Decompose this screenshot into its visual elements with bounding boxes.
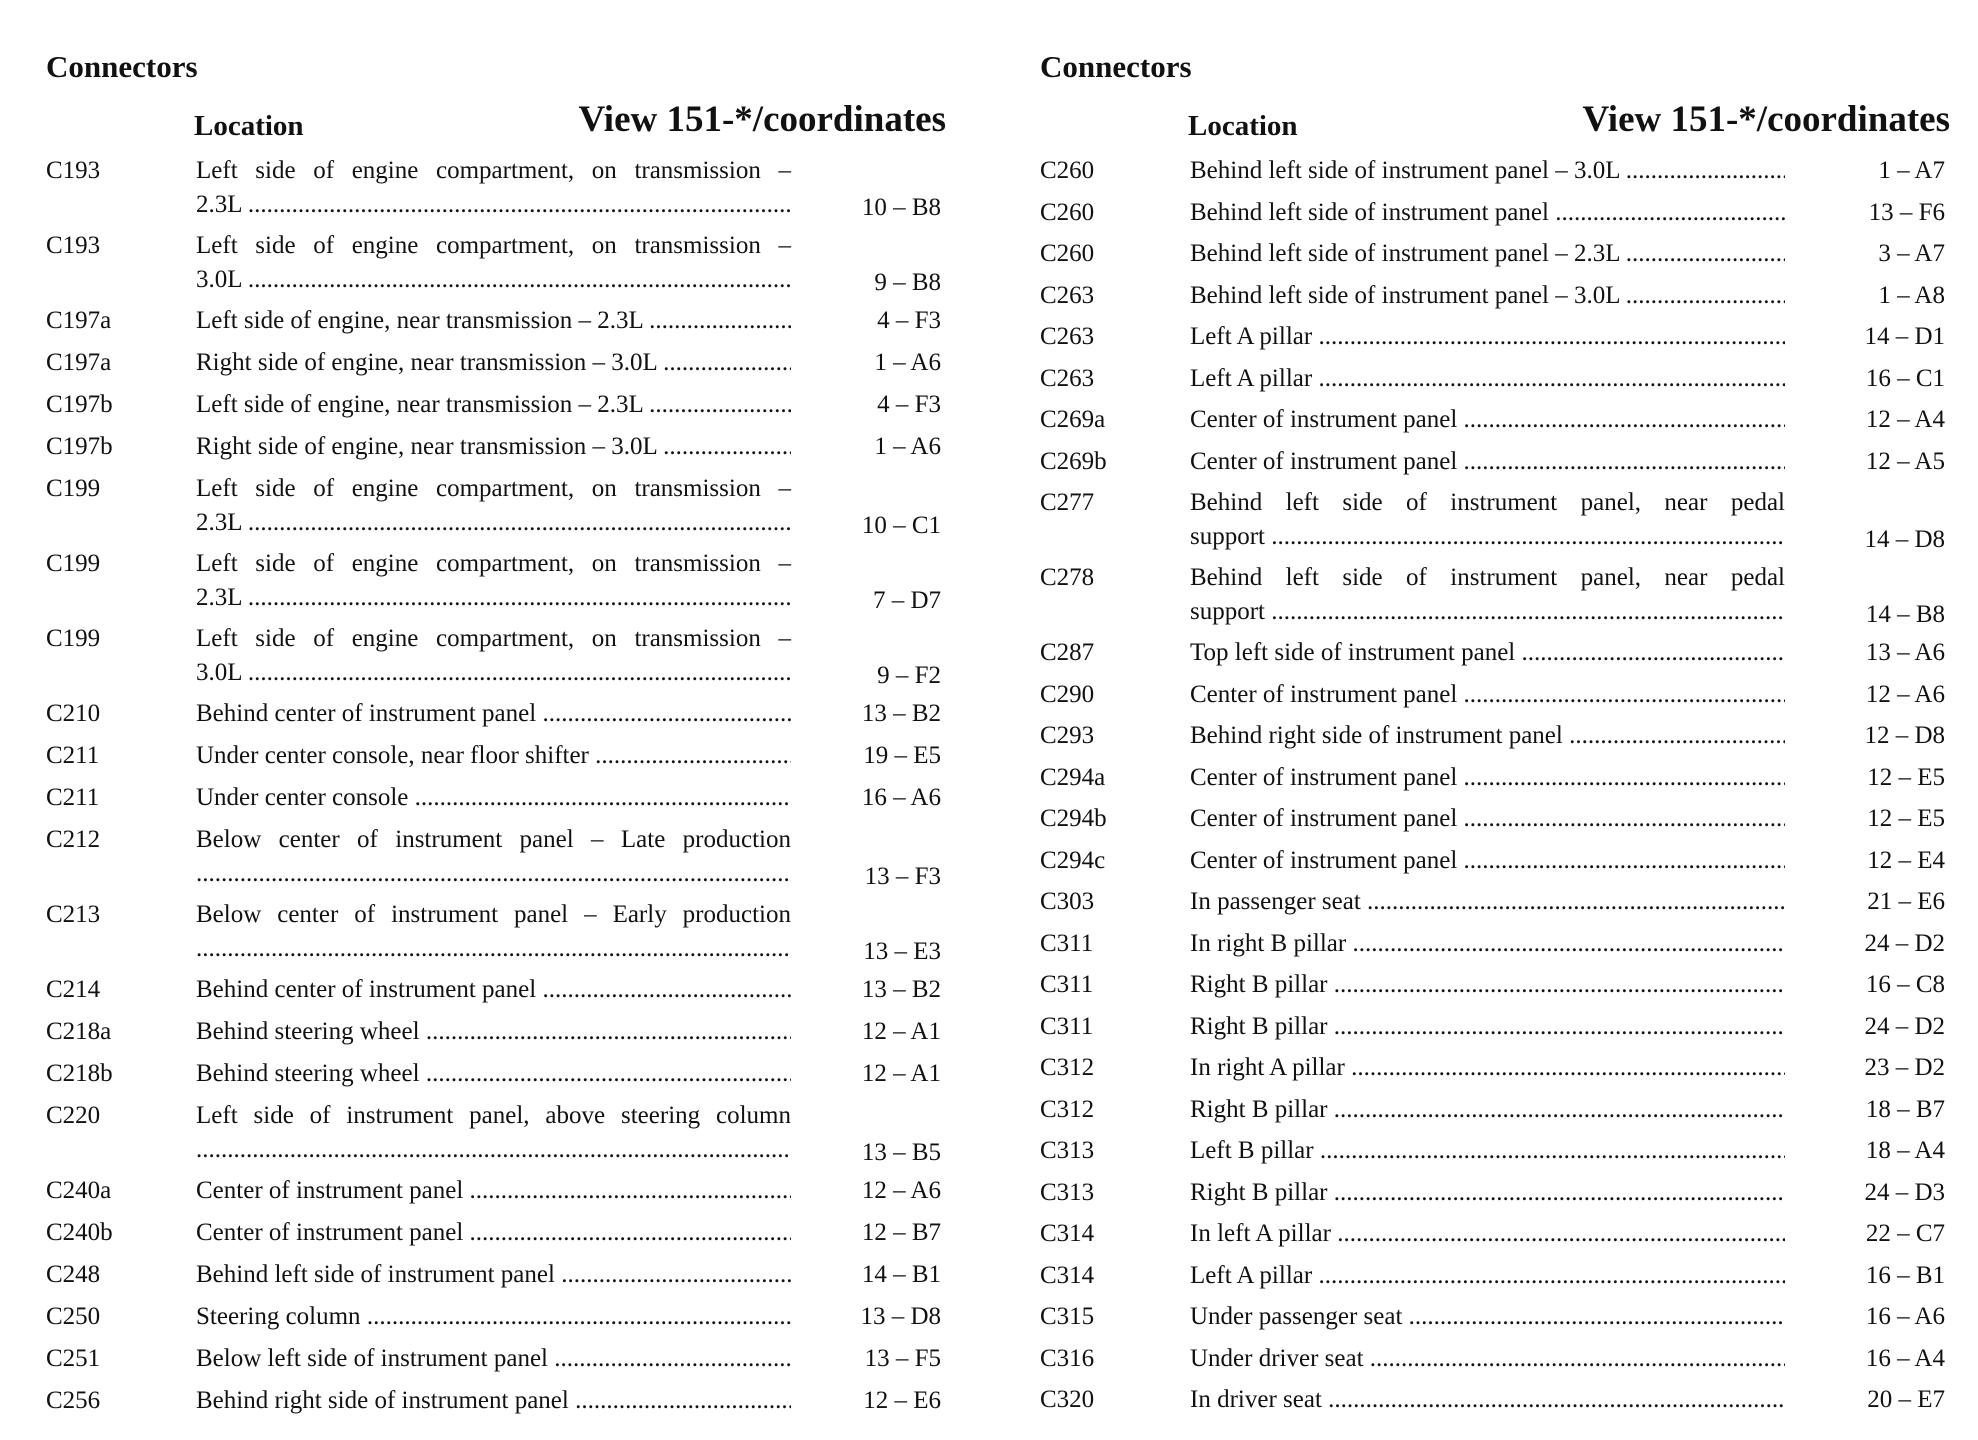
connector-code: C278 [1040, 564, 1095, 591]
connector-code: C197a [46, 349, 112, 376]
table-row [46, 781, 946, 823]
connector-code: C199 [46, 475, 101, 502]
table-row [1040, 885, 1950, 927]
connector-location [196, 1258, 791, 1292]
table-row [1040, 719, 1950, 761]
table-row [46, 1384, 946, 1426]
connector-code: C256 [46, 1387, 101, 1414]
view-coordinate: 7 – D7 [872, 587, 941, 614]
table-row [46, 547, 946, 622]
connector-code: C312 [1040, 1095, 1095, 1123]
table-row [46, 1099, 946, 1174]
location-text: Behind left side of instrument panel – 3.0L ..... [1190, 279, 1785, 313]
view-coordinate: 12 – A5 [1865, 447, 1945, 475]
view-coordinate: 1 – A8 [1878, 281, 1945, 309]
table-row [46, 622, 946, 697]
location-text: Left B pillar ..... [1190, 1134, 1785, 1168]
location-text: 3.0L ..... [196, 656, 791, 690]
table-row [1040, 561, 1950, 636]
view-coordinate: 9 – B8 [874, 269, 941, 296]
table-row [1040, 237, 1950, 279]
view-coordinate: 12 – E6 [863, 1387, 941, 1414]
connector-code: C240b [46, 1219, 113, 1246]
view-coordinate: 16 – A6 [861, 784, 941, 811]
location-text: Behind center of instrument panel ..... [196, 973, 791, 1007]
table-row [1040, 802, 1950, 844]
header-location: Location [194, 110, 304, 142]
table-row [1040, 486, 1950, 561]
connector-location [1190, 362, 1785, 396]
location-text: Center of instrument panel ..... [1190, 678, 1785, 712]
location-text [196, 857, 791, 891]
table-row [1040, 927, 1950, 969]
table-row [46, 1216, 946, 1258]
location-text: Center of instrument panel ..... [1190, 802, 1785, 836]
connector-code: C197b [46, 391, 113, 418]
section-title: Connectors [1040, 49, 1192, 84]
table-row [46, 898, 946, 973]
table-row [1040, 1134, 1950, 1176]
connector-code: C260 [1040, 240, 1095, 267]
location-text: In left A pillar ..... [1190, 1217, 1785, 1251]
table-row [46, 1015, 946, 1057]
location-text [196, 1133, 791, 1167]
connector-location [196, 1342, 791, 1376]
connector-code: C294b [1040, 805, 1107, 832]
location-text: Under driver seat ..... [1190, 1342, 1785, 1376]
connector-location [196, 1099, 791, 1167]
connector-location [196, 1174, 791, 1208]
table-row [1040, 1217, 1950, 1259]
location-text: Left side of engine, near transmission – 2.3L ..... [196, 304, 791, 338]
connector-list [1040, 154, 1950, 1425]
connector-code: C311 [1040, 1012, 1094, 1040]
view-coordinate: 12 – A6 [861, 1177, 941, 1204]
connector-code: C294a [1040, 763, 1106, 791]
location-text: In right B pillar ..... [1190, 927, 1785, 961]
location-text: Top left side of instrument panel ..... [1190, 636, 1785, 670]
table-row [1040, 196, 1950, 238]
view-coordinate: 13 – F3 [864, 863, 941, 890]
view-coordinate: 13 – B2 [861, 976, 941, 1003]
table-row [46, 697, 946, 739]
connector-location [1190, 320, 1785, 354]
table-row [1040, 320, 1950, 362]
connector-code: C193 [46, 232, 101, 259]
location-text: Behind left side of instrument panel – 2.3L ..... [1190, 237, 1785, 271]
view-coordinate: 12 – A1 [861, 1060, 941, 1087]
table-row [1040, 1093, 1950, 1135]
connector-location [1190, 802, 1785, 836]
connector-code: C287 [1040, 639, 1095, 666]
view-coordinate: 13 – F5 [864, 1345, 941, 1372]
connector-location [196, 547, 791, 615]
connector-code: C218a [46, 1018, 112, 1045]
location-text: Right B pillar ..... [1190, 1093, 1785, 1127]
table-row [1040, 844, 1950, 886]
view-coordinate: 1 – A7 [1878, 157, 1945, 184]
view-coordinate: 16 – B1 [1865, 1261, 1945, 1289]
connector-location [196, 697, 791, 731]
view-coordinate: 1 – A6 [874, 349, 941, 376]
location-text: Center of instrument panel ..... [196, 1216, 791, 1250]
view-coordinate: 12 – D8 [1864, 722, 1945, 749]
location-line-1: Below center of instrument panel – Early production [196, 901, 791, 928]
table-row [46, 472, 946, 547]
connector-code: C314 [1040, 1220, 1095, 1247]
view-coordinate: 13 – D8 [860, 1303, 941, 1330]
table-header [46, 90, 946, 150]
view-coordinate: 9 – F2 [877, 662, 941, 689]
connector-location [196, 154, 791, 222]
location-text: Left A pillar ..... [1190, 320, 1785, 354]
view-coordinate: 23 – D2 [1864, 1054, 1945, 1081]
connector-location [196, 472, 791, 540]
connector-code: C263 [1040, 281, 1095, 309]
connector-location [196, 823, 791, 891]
connector-location [1190, 1093, 1785, 1127]
connector-location [196, 1216, 791, 1250]
view-coordinate: 14 – D8 [1864, 526, 1945, 553]
location-text: 2.3L ..... [196, 581, 791, 615]
connector-code: C277 [1040, 489, 1095, 516]
connector-location [1190, 1342, 1785, 1376]
connector-code: C199 [46, 550, 101, 577]
header-location: Location [1188, 110, 1298, 142]
connector-code: C213 [46, 901, 101, 928]
view-coordinate: 18 – B7 [1865, 1095, 1945, 1123]
table-row [46, 346, 946, 388]
connector-code: C320 [1040, 1386, 1095, 1413]
connector-code: C316 [1040, 1344, 1095, 1372]
location-line-1: Left side of engine compartment, on transmission – [196, 232, 791, 259]
connector-location [1190, 1259, 1785, 1293]
table-row [46, 1342, 946, 1384]
connector-code: C220 [46, 1102, 101, 1129]
table-row [1040, 761, 1950, 803]
connector-code: C248 [46, 1261, 101, 1288]
connector-code: C199 [46, 625, 101, 652]
location-text: Behind left side of instrument panel – 3.0L ..... [1190, 154, 1785, 188]
connector-code: C311 [1040, 929, 1094, 957]
connector-code: C294c [1040, 846, 1106, 874]
location-line-1: Left side of engine compartment, on transmission – [196, 157, 791, 184]
location-line-1: Left side of engine compartment, on transmission – [196, 625, 791, 652]
table-row [46, 1174, 946, 1216]
connector-code: C210 [46, 700, 101, 727]
view-coordinate: 20 – E7 [1867, 1386, 1945, 1413]
location-text: Right side of engine, near transmission – 3.0L ..... [196, 346, 791, 380]
table-row [1040, 154, 1950, 196]
view-coordinate: 12 – E5 [1867, 805, 1945, 832]
location-text: Behind right side of instrument panel ..... [1190, 719, 1785, 753]
view-coordinate: 16 – A6 [1865, 1303, 1945, 1330]
connector-location [1190, 844, 1785, 878]
table-row [1040, 1342, 1950, 1384]
connector-code: C303 [1040, 888, 1095, 915]
connector-location [1190, 719, 1785, 753]
connector-location [1190, 927, 1785, 961]
table-row [46, 229, 946, 304]
location-text: Behind left side of instrument panel ..... [1190, 196, 1785, 230]
connector-code: C212 [46, 826, 101, 853]
view-coordinate: 13 – A6 [1865, 639, 1945, 666]
location-text: Under passenger seat ..... [1190, 1300, 1785, 1334]
connector-location [196, 229, 791, 297]
view-coordinate: 12 – E4 [1867, 846, 1945, 874]
table-row [1040, 968, 1950, 1010]
table-row [46, 388, 946, 430]
view-coordinate: 10 – C1 [861, 512, 941, 539]
view-coordinate: 24 – D2 [1864, 929, 1945, 957]
view-coordinate: 3 – A7 [1878, 240, 1945, 267]
view-coordinate: 10 – B8 [861, 194, 941, 221]
connector-location [1190, 237, 1785, 271]
connector-location [1190, 561, 1785, 629]
connector-location [1190, 445, 1785, 479]
table-row [1040, 362, 1950, 404]
table-row [46, 1057, 946, 1099]
connector-code: C313 [1040, 1137, 1095, 1164]
location-line-1: Behind left side of instrument panel, near pedal [1190, 489, 1785, 516]
table-row [1040, 1259, 1950, 1301]
connector-location [196, 781, 791, 815]
table-row [46, 739, 946, 781]
connector-code: C214 [46, 976, 101, 1003]
connector-code: C211 [46, 742, 100, 769]
connector-code: C313 [1040, 1178, 1095, 1206]
location-text: Left side of engine, near transmission – 2.3L ..... [196, 388, 791, 422]
location-text: Below left side of instrument panel ..... [196, 1342, 791, 1376]
location-line-1: Behind left side of instrument panel, near pedal [1190, 564, 1785, 591]
connector-location [196, 1015, 791, 1049]
location-text: Under center console, near floor shifter ..... [196, 739, 791, 773]
table-row [1040, 445, 1950, 487]
connector-code: C240a [46, 1177, 112, 1204]
location-text: Left A pillar ..... [1190, 1259, 1785, 1293]
connector-code: C312 [1040, 1054, 1095, 1081]
header-view-coordinates: View 151-*/coordinates [1582, 99, 1950, 140]
view-coordinate: 16 – C8 [1865, 971, 1945, 998]
location-text: Right B pillar ..... [1190, 1176, 1785, 1210]
header-view-coordinates: View 151-*/coordinates [578, 99, 946, 140]
location-line-1: Left side of instrument panel, above steering column [196, 1102, 791, 1129]
view-coordinate: 24 – D3 [1864, 1178, 1945, 1206]
connector-code: C269a [1040, 406, 1106, 433]
table-row [46, 304, 946, 346]
view-coordinate: 13 – B2 [861, 700, 941, 727]
location-text: Center of instrument panel ..... [196, 1174, 791, 1208]
connector-location [1190, 1383, 1785, 1417]
table-row [46, 823, 946, 898]
connector-location [1190, 1300, 1785, 1334]
connector-code: C197a [46, 307, 112, 334]
connector-code: C211 [46, 784, 100, 811]
connector-code: C260 [1040, 198, 1095, 226]
connector-location [196, 346, 791, 380]
location-text: In driver seat ..... [1190, 1383, 1785, 1417]
table-row [46, 154, 946, 229]
connector-location [196, 430, 791, 464]
location-text: In passenger seat ..... [1190, 885, 1785, 919]
view-coordinate: 4 – F3 [877, 391, 941, 418]
connector-code: C260 [1040, 157, 1095, 184]
view-coordinate: 12 – A1 [861, 1018, 941, 1045]
connector-location [196, 739, 791, 773]
view-coordinate: 18 – A4 [1865, 1137, 1945, 1164]
right-column [1040, 44, 1950, 1425]
connector-location [1190, 403, 1785, 437]
connector-location [196, 1057, 791, 1091]
connector-code: C269b [1040, 447, 1107, 475]
connector-code: C250 [46, 1303, 101, 1330]
connector-location [1190, 968, 1785, 1002]
location-text: Left A pillar ..... [1190, 362, 1785, 396]
connector-location [1190, 761, 1785, 795]
location-line-1: Left side of engine compartment, on transmission – [196, 550, 791, 577]
connector-location [1190, 1051, 1785, 1085]
location-line-1: Left side of engine compartment, on transmission – [196, 475, 791, 502]
location-text: support ..... [1190, 595, 1785, 629]
connector-location [1190, 885, 1785, 919]
location-text: Under center console ..... [196, 781, 791, 815]
connector-code: C315 [1040, 1303, 1095, 1330]
location-text: Behind right side of instrument panel ..... [196, 1384, 791, 1418]
connector-location [1190, 1217, 1785, 1251]
connector-code: C251 [46, 1345, 101, 1372]
connector-code: C314 [1040, 1261, 1095, 1289]
view-coordinate: 13 – E3 [863, 938, 941, 965]
connector-location [196, 622, 791, 690]
view-coordinate: 12 – B7 [861, 1219, 941, 1246]
view-coordinate: 13 – F6 [1868, 198, 1945, 226]
connector-location [196, 388, 791, 422]
location-text: Steering column ..... [196, 1300, 791, 1334]
table-row [1040, 636, 1950, 678]
location-text: Center of instrument panel ..... [1190, 844, 1785, 878]
location-text: Behind left side of instrument panel ..... [196, 1258, 791, 1292]
view-coordinate: 4 – F3 [877, 307, 941, 334]
location-text: 2.3L ..... [196, 506, 791, 540]
table-row [1040, 678, 1950, 720]
connector-location [196, 1300, 791, 1334]
connector-location [1190, 1176, 1785, 1210]
view-coordinate: 12 – A6 [1865, 680, 1945, 708]
connector-location [196, 973, 791, 1007]
left-column [46, 44, 946, 1426]
location-text: Center of instrument panel ..... [1190, 761, 1785, 795]
view-coordinate: 16 – A4 [1865, 1344, 1945, 1372]
view-coordinate: 16 – C1 [1865, 364, 1945, 392]
location-text: Behind steering wheel ..... [196, 1015, 791, 1049]
view-coordinate: 1 – A6 [874, 433, 941, 460]
table-header [1040, 90, 1950, 150]
view-coordinate: 24 – D2 [1864, 1012, 1945, 1040]
location-text: 2.3L ..... [196, 188, 791, 222]
location-text [196, 932, 791, 966]
table-row [46, 1258, 946, 1300]
connector-location [1190, 486, 1785, 554]
connector-location [1190, 279, 1785, 313]
view-coordinate: 14 – B1 [861, 1261, 941, 1288]
view-coordinate: 14 – B8 [1865, 601, 1945, 628]
table-row [1040, 1383, 1950, 1425]
connector-code: C293 [1040, 722, 1095, 749]
location-text: Center of instrument panel ..... [1190, 445, 1785, 479]
connector-code: C263 [1040, 364, 1095, 392]
location-text: In right A pillar ..... [1190, 1051, 1785, 1085]
connector-location [196, 898, 791, 966]
location-text: Right side of engine, near transmission – 3.0L ..... [196, 430, 791, 464]
location-text: Right B pillar ..... [1190, 968, 1785, 1002]
view-coordinate: 19 – E5 [863, 742, 941, 769]
location-text: Center of instrument panel ..... [1190, 403, 1785, 437]
connector-code: C193 [46, 157, 101, 184]
connector-location [1190, 636, 1785, 670]
table-row [46, 973, 946, 1015]
connector-code: C218b [46, 1060, 113, 1087]
table-row [46, 430, 946, 472]
location-text: 3.0L ..... [196, 263, 791, 297]
view-coordinate: 22 – C7 [1865, 1220, 1945, 1247]
table-row [1040, 1300, 1950, 1342]
connector-code: C197b [46, 433, 113, 460]
connector-location [1190, 1010, 1785, 1044]
table-row [46, 1300, 946, 1342]
connector-location [196, 1384, 791, 1418]
table-row [1040, 1176, 1950, 1218]
view-coordinate: 13 – B5 [861, 1139, 941, 1166]
connector-code: C263 [1040, 323, 1095, 350]
connector-location [1190, 196, 1785, 230]
connector-location [1190, 154, 1785, 188]
table-row [1040, 1051, 1950, 1093]
view-coordinate: 14 – D1 [1864, 323, 1945, 350]
connector-location [196, 304, 791, 338]
section-title: Connectors [46, 49, 198, 84]
connector-location [1190, 1134, 1785, 1168]
table-row [1040, 403, 1950, 445]
location-text: Behind steering wheel ..... [196, 1057, 791, 1091]
view-coordinate: 21 – E6 [1867, 888, 1945, 915]
location-text: support ..... [1190, 520, 1785, 554]
view-coordinate: 12 – A4 [1865, 406, 1945, 433]
location-text: Right B pillar ..... [1190, 1010, 1785, 1044]
location-text: Behind center of instrument panel ..... [196, 697, 791, 731]
table-row [1040, 1010, 1950, 1052]
connector-code: C311 [1040, 971, 1094, 998]
connector-list [46, 154, 946, 1426]
connector-code: C290 [1040, 680, 1095, 708]
table-row [1040, 279, 1950, 321]
connector-location [1190, 678, 1785, 712]
view-coordinate: 12 – E5 [1867, 763, 1945, 791]
location-line-1: Below center of instrument panel – Late production [196, 826, 791, 853]
